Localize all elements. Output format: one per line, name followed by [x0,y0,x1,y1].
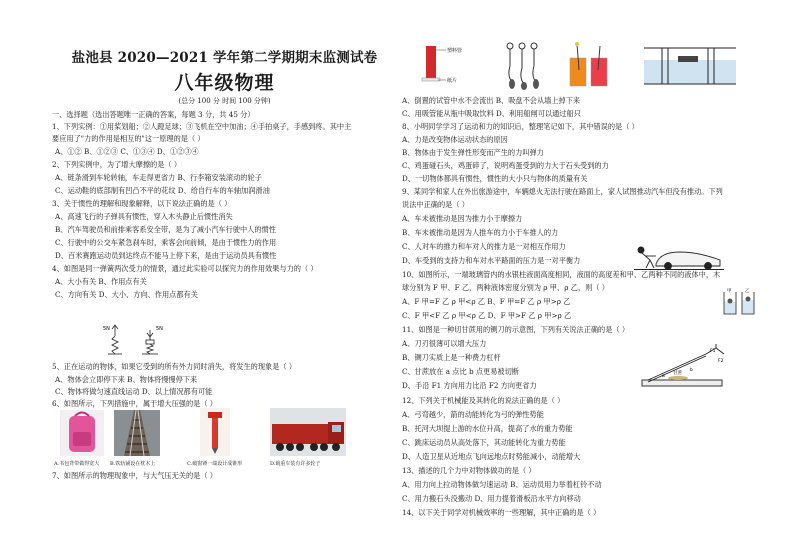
drinks-image [567,40,611,90]
question-2-options-ab: A、链条滑到车轮转轴，车走得更省力 B、行李箱安装滚动的轮子 [55,173,262,182]
question-6: 6、如图所示，下列措施中，属于增大压强的是（ ） [52,399,217,408]
pull-label: 5N [103,326,110,332]
question-1-cont: 要应用了"力的作用是相互的"这一原理的是（ ） [52,134,205,143]
point-a-label: a [662,374,665,379]
question-2-options-cd: C、运动鞋的底部制有凹凸不平的花纹 D、给自行车的车轴加润滑油 [55,186,270,195]
schoolbag-image [60,410,104,456]
spring-figure [102,318,172,360]
sugarcane-cutter-figure [640,344,726,390]
push-label: 5N [156,326,163,332]
question-13-options-cd: C、用力搬石头没搬动 D、用力提着滑板沿水平方向移动 [402,494,581,503]
question-11-option-c: C、甘蔗放在 a 点比 b 点更易被切断 [402,367,519,376]
label-tube: 塑料管 [447,48,462,54]
hammer-image [200,408,230,456]
question-13: 13、描述的几个力中对物体做功的是（ ） [402,466,536,475]
question-4-options-cd: C、方向有关 D、大小、方向、作用点都有关 [55,290,198,299]
question-7-options-cd: C、用吸管能从瓶中吸取饮料 D、利用船闸可以通过船只 [402,109,581,118]
left-column [52,0,397,560]
cane-label: 甘蔗 [673,371,682,376]
force-f1-label: F1 [710,349,716,354]
inverted-tube-image [412,42,462,88]
exam-subtitle: 八年级物理 [174,72,275,94]
right-column [402,0,757,560]
q6-caption-a: A.书包背带做得宽大 [54,461,100,467]
question-11: 11、如图是一种切甘蔗用的铡刀的示意图，下列有关说法正确的是（ ） [402,325,630,334]
q6-caption-b: B.铁轨铺设在枕木上 [110,461,156,467]
beaker-jia-label: 甲 [727,289,732,294]
question-12-option-d: D、人造卫星从近地点飞向远地点时势能减小，动能增大 [402,452,581,461]
question-11-option-b: B、铡刀实质上是一种费力杠杆 [402,353,501,362]
question-3: 3、关于惯性的理解和现象解释，以下说法正确的是（ ） [52,199,232,208]
question-3-option-a: A、高速飞行的子弹具有惯性，穿入木头静止后惯性消失 [55,212,233,221]
section-heading: 一、选择题（选出答题唯一正确的答案，每题 3 分，共 45 分） [52,110,255,119]
truck-image [270,408,346,456]
question-3-option-b: B、汽车驾驶员和前排乘客系安全带，是为了减小汽车行驶中人的惯性 [55,225,276,234]
question-8-option-a: A、力是改变物体运动状态的原因 [402,135,508,144]
beakers-figure [722,288,758,316]
push-car-figure [634,244,724,270]
railway-image [114,410,160,456]
question-12-option-a: A、弓弯越少，箭的动能转化为弓的弹性势能 [402,410,544,419]
force-f2-label: F2 [718,359,724,364]
question-14: 14、以下关于同学对机械效率的一些理解，其中正确的是（ ） [402,508,601,517]
question-11-option-d: D、手沿 F1 方向用力比沿 F2 方向更省力 [402,381,537,390]
question-12-option-c: C、跳床运动员从高处落下，其动能转化为重力势能 [402,438,566,447]
beaker-yi-label: 乙 [745,289,750,294]
question-3-option-c: C、行驶中的公交车紧急刹车时，乘客会向前倾，是由于惯性力的作用 [55,238,277,247]
question-9-option-a: A、车未被推动是因为推力小于摩擦力 [402,214,523,223]
question-10: 10、如图所示，一端玻璃管内的水银柱液面高度相同，液面的高度差和甲、乙两种不同的液体中，木 [402,270,721,279]
question-3-option-d: D、百米赛跑运动员到达终点不能马上停下来，是由于运动员具有惯性 [55,251,277,260]
question-7-options-ab: A、倒置的试管中水不会流出 B、吸盘不会从墙上掉下来 [402,96,581,105]
question-4-options-ab: A、大小有关 B、作用点有关 [55,277,147,286]
label-card: 纸片 [447,78,458,84]
question-10-options-ab: A、F 甲=F 乙 ρ 甲<ρ 乙 B、F 甲=F 乙 ρ 甲>ρ 乙 [402,297,571,306]
spring-pushed [142,330,158,354]
suction-hooks-image [502,40,542,90]
question-5-options-ab: A、物体会立即停下来 B、物体将慢慢停下来 [55,375,198,384]
question-11-option-a: A、刀刃很薄可以增大压力 [402,339,487,348]
point-b-label: b [690,368,693,373]
question-1: 1、下列实例：①用桨划船；②人蹬足球；③飞机在空中加油；④手拍桌子，手感到疼。其中主 [52,122,352,131]
question-7: 7、如图所示的物理现象中，与大气压无关的是（ ） [52,471,217,480]
exam-title: 盐池县 2020—2021 学年第二学期期末监测试卷 [71,50,378,66]
question-10-cont: 球分别为 F 甲、F 乙，两种液体密度分别为 ρ 甲、ρ 乙，则（ ） [402,283,609,292]
ship-lock-image [644,42,736,86]
question-9-option-d: D、车受到的支持力和车对水平路面的压力是一对平衡力 [402,256,581,265]
question-9-cont: 说法中正确的是（ ） [402,200,469,209]
q6-caption-d: D.载重车装有许多轮子 [270,461,321,467]
score-info: (总分 100 分 时间 100 分钟) [178,97,271,105]
question-9: 9、某同学和家人在外出旅游途中，车辆熄火无法行驶在路面上，家人试图推动汽车但没有推动。下列 [402,187,723,196]
question-9-option-c: C、人对车的推力和车对人的推力是一对相互作用力 [402,242,566,251]
q6-caption-c: C.破窗锤一端设计成锥形 [187,461,243,467]
question-8-option-c: C、鸡蛋碰石头，鸡蛋碎了，说明鸡蛋受到的力大于石头受到的力 [402,161,609,170]
question-10-options-cd: C、F 甲<F 乙 ρ 甲<ρ 乙 D、F 甲>F 乙 ρ 甲>ρ 乙 [402,311,572,320]
question-13-options-ab: A、用力向上拉动物体做匀速运动 B、运动员用力举着杠铃不动 [402,480,602,489]
question-9-option-b: B、车未被推动是因为人推车的力小于车推人的力 [402,228,559,237]
question-8: 8、小明同学学习了运动和力的知识后，整理笔记如下，其中错误的是（ ） [402,122,639,131]
question-2: 2、下列实例中，为了增大摩擦的是（ ） [52,160,182,169]
spring-pulled [108,325,122,354]
question-12-option-b: B、托河大坝提上游的水位升高，提高了水的重力势能 [402,424,573,433]
question-8-option-d: D、一切物体都具有惯性，惯性的大小只与物体的质量有关 [402,174,588,183]
question-1-options: A、①② B、①②③ C、①③④ D、①②③④ [55,147,199,156]
question-5-options-cd: C、物体将做匀速直线运动 D、以上情况都有可能 [55,387,213,396]
question-12: 12、下列关于机械能及其转化的说法正确的是（ ） [402,396,565,405]
question-5: 5、正在运动的物体，如果它受到的所有外力同时消失，将发生的现象是（ ） [52,362,297,371]
question-4: 4、如图是同一弹簧两次受力的情景，通过此实验可以探究力的作用效果与力的（ ） [52,264,318,273]
question-8-option-b: B、物体由于发生弹性形变而产生的力叫弹力 [402,148,544,157]
